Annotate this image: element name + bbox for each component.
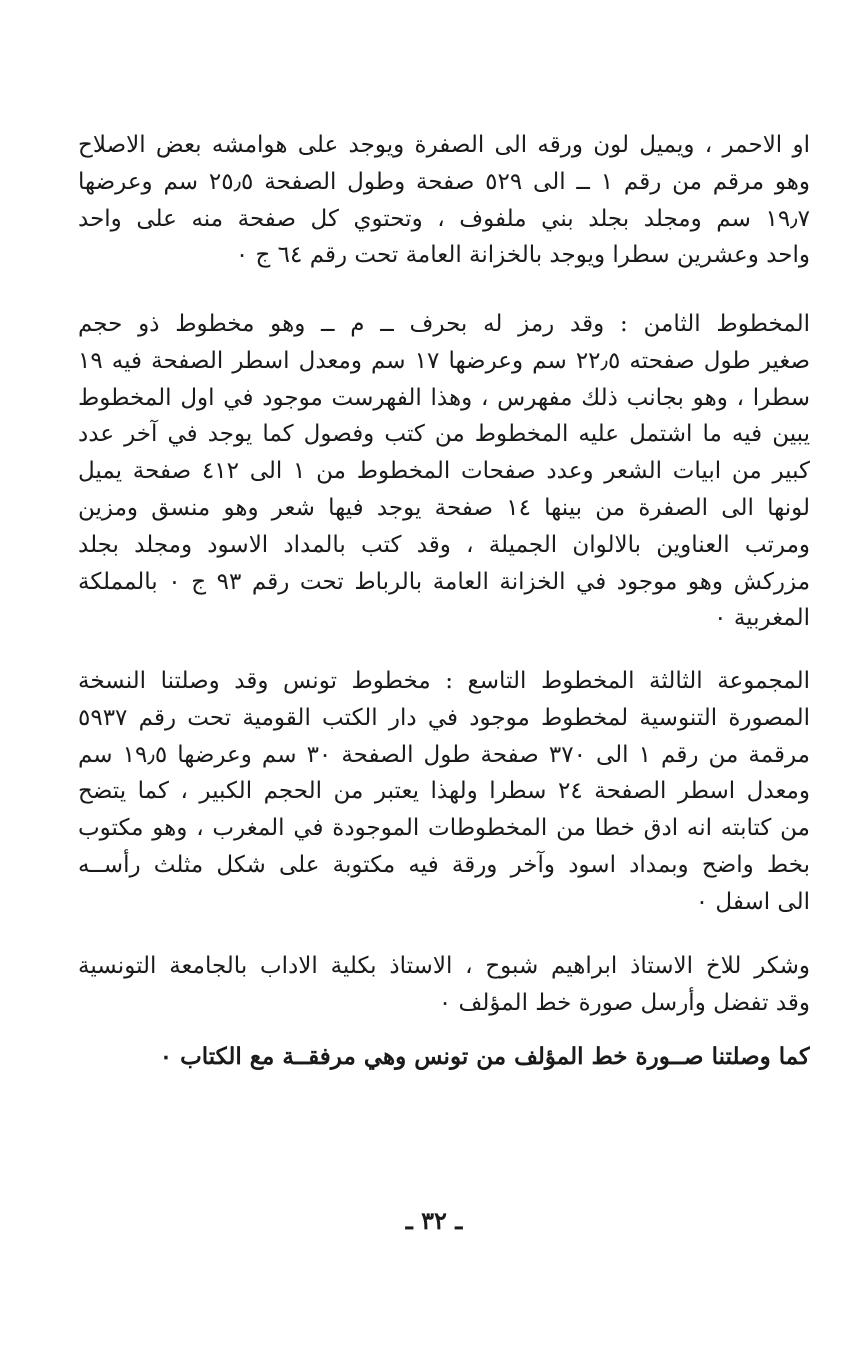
- paragraph-acknowledgement: [78, 948, 810, 1022]
- text-line: مرقمة من رقم ١ الى ٣٧٠ صفحة طول الصفحة ٣٠ سم وعرضها ١٩٫٥ سم: [78, 741, 810, 768]
- text-line: سطرا ، وهو بجانب ذلك مفهرس ، وهذا الفهرست موجود في اول المخطوط: [78, 384, 810, 411]
- text-line: المغربية ٠: [714, 605, 810, 632]
- text-line: كما وصلتنا صــورة خط المؤلف من تونس وهي مرفقــة مع الكتاب ٠: [159, 1043, 810, 1070]
- text-line: او الاحمر ، ويميل لون ورقه الى الصفرة ويوجد على هوامشه بعض الاصلاح: [78, 132, 810, 158]
- text-line: من كتابته انه ادق خطا من المخطوطات الموجودة في المغرب ، وهو مكتوب: [78, 815, 810, 842]
- text-line: ١٩٫٧ سم ومجلد بجلد بني ملفوف ، وتحتوي كل صفحة منه على واحد: [78, 205, 810, 232]
- page-number: ـ ٣٢ ـ: [405, 1206, 463, 1235]
- text-line: مزركش وهو موجود في الخزانة العامة بالرباط تحت رقم ٩٣ ج ٠ بالمملكة: [78, 568, 810, 595]
- text-line: وهو مرقم من رقم ١ ــ الى ٥٢٩ صفحة وطول الصفحة ٢٥٫٥ سم وعرضها: [78, 168, 810, 195]
- text-line: المخطوط الثامن : وقد رمز له بحرف ــ م ــ وهو مخطوط ذو حجم: [78, 311, 810, 337]
- text-line: المجموعة الثالثة المخطوط التاسع : مخطوط تونس وقد وصلتنا النسخة: [78, 668, 810, 694]
- paragraph-manuscript-nine: [78, 663, 810, 921]
- text-line: وشكر للاخ الاستاذ ابراهيم شبوح ، الاستاذ بكلية الاداب بالجامعة التونسية: [78, 953, 810, 979]
- paragraph-manuscript-eight: [78, 306, 810, 637]
- text-line: كبير من ابيات الشعر وعدد صفحات المخطوط من ١ الى ٤١٢ صفحة يميل: [78, 458, 810, 485]
- text-line: بخط واضح وبمداد اسود وآخر ورقة فيه مكتوبة على شكل مثلث رأســه: [78, 851, 810, 878]
- text-line: لونها الى الصفرة من بينها ١٤ صفحة يوجد فيها شعر وهو منسق ومزين: [78, 494, 810, 521]
- text-line: ومرتب العناوين بالالوان الجميلة ، وقد كتب بالمداد الاسود ومجلد بجلد: [78, 531, 810, 558]
- paragraph-author-handwriting-note: [78, 1039, 810, 1076]
- text-line: ومعدل اسطر الصفحة ٢٤ سطرا ولهذا يعتبر من الحجم الكبير ، كما يتضح: [78, 778, 810, 805]
- text-line: صغير طول صفحته ٢٢٫٥ سم وعرضها ١٧ سم ومعدل اسطر الصفحة فيه ١٩: [78, 347, 810, 374]
- paragraph-manuscript-seven-details: [78, 127, 810, 274]
- text-line: يبين فيه ما اشتمل عليه المخطوط من كتب وفصول كما يوجد في آخر عدد: [78, 421, 810, 448]
- text-line: وقد تفضل وأرسل صورة خط المؤلف ٠: [438, 989, 810, 1016]
- text-line: الى اسفل ٠: [695, 888, 810, 915]
- text-line: المصورة التنوسية لمخطوط موجود في دار الكتب القومية تحت رقم ٥٩٣٧: [78, 704, 810, 731]
- text-line: واحد وعشرين سطرا ويوجد بالخزانة العامة تحت رقم ٦٤ ج ٠: [235, 242, 810, 269]
